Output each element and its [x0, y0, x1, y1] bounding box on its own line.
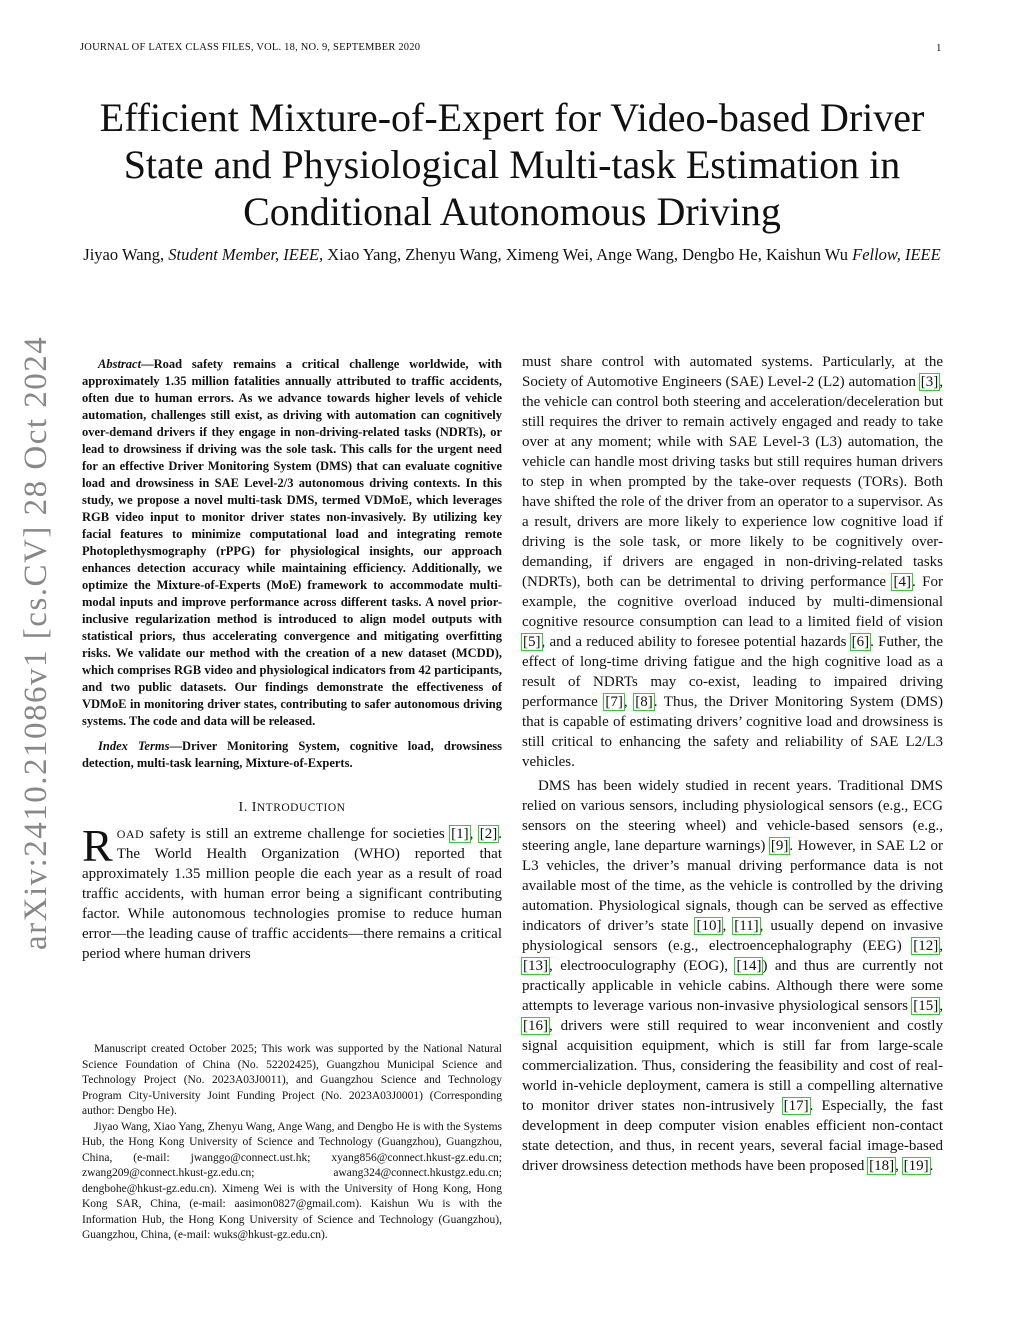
right-paragraph-1: [522, 352, 943, 772]
cite-sep: ,: [623, 694, 635, 710]
text: , the vehicle can control both steering and acceleration/deceleration but still requires the driver to remain actively engaged and ready to take over at any moment; while with SAE Level-3 (L3) automation, the vehicle can handle most driving tasks but still requires human drivers to step in when prompted by the take-over requests (TORs). Both have shifted the role of the driver from an operator to a supervisor. As a result, drivers are more likely to experience low cognitive load if driving is the sole task, or more likely to be cognitively over-demanding, if drivers are engaged in non-driving-related tasks (NDRTs), both can be detrimental to driving performance: [522, 374, 943, 590]
text: . Especially, the fast development in deep computer vision enables efficient non-contact state detection, and thus, in recent years, several facial image-based driver drowsiness detection methods have been proposed: [522, 1098, 944, 1174]
citation-link[interactable]: [10]: [696, 918, 722, 934]
intro-text-a: safety is still an extreme challenge for societies: [144, 826, 451, 842]
abstract-label: Abstract: [98, 357, 142, 371]
text: , usually depend on invasive physiological sensors (e.g., electroencephalography (EEG): [522, 918, 943, 954]
citation-link[interactable]: [2]: [479, 826, 498, 842]
index-terms: [82, 738, 502, 772]
citation-link[interactable]: [13]: [523, 958, 548, 974]
cite-sep: ,: [939, 938, 943, 954]
left-column: [82, 356, 502, 964]
text: DMS has been widely studied in recent years. Traditional DMS relied on various sensors, including physiological sensors (e.g., ECG sensors on the steering wheel) and vehicle-based sensors (e.g., steering angle, lane departure warnings): [522, 778, 943, 854]
index-terms-text: —Driver Monitoring System, cognitive load, drowsiness detection, multi-task learning, Mixture-of-Experts.: [82, 739, 502, 770]
citation-link[interactable]: [18]: [869, 1158, 895, 1174]
cite-sep: ,: [939, 998, 943, 1014]
authors-part2: Xiao Yang, Zhenyu Wang, Ximeng Wei, Ange Wang, Dengbo He, Kaishun Wu: [323, 245, 853, 264]
footnotes: [82, 1042, 502, 1244]
drop-cap: R: [82, 820, 113, 871]
citation-link[interactable]: [14]: [736, 958, 762, 974]
cite-sep: ,: [895, 1158, 903, 1174]
text: . For example, the cognitive overload induced by multi-dimensional cognitive resource consumption can lead to a limited field of vision: [522, 574, 943, 630]
page-number: 1: [936, 42, 942, 54]
running-header: JOURNAL OF LATEX CLASS FILES, VOL. 18, NO. 9, SEPTEMBER 2020: [80, 42, 421, 53]
intro-text-b: . The World Health Organization (WHO) reported that approximately 1.35 million people die each year as a result of road traffic accidents, with human error being a significant contributing factor. While autonomous technologies promise to reduce human error—the leading cause of traffic accidents—there remains a critical period where human drivers: [82, 826, 502, 962]
right-paragraph-2: [522, 776, 943, 1176]
text: .: [929, 1158, 934, 1174]
arxiv-stamp[interactable]: arXiv:2410.21086v1 [cs.CV] 28 Oct 2024: [18, 335, 54, 950]
citation-link[interactable]: [1]: [451, 826, 469, 842]
citation-link[interactable]: [17]: [783, 1098, 809, 1114]
intro-paragraph: [82, 820, 502, 964]
section-number: I. I: [238, 800, 257, 815]
right-column: [522, 352, 943, 1176]
cite-sep: ,: [722, 918, 734, 934]
author-role-2: Fellow, IEEE: [852, 245, 941, 264]
text: . Futher, the effect of long-time driving fatigue and the high cognitive load as a result of NDRTs may co-exist, leading to impaired driving performance: [522, 634, 943, 710]
cite-sep: ,: [469, 826, 479, 842]
citation-link[interactable]: [15]: [913, 998, 939, 1014]
text: . Thus, the Driver Monitoring System (DMS) that is capable of estimating drivers’ cognitive load and drowsiness is still critical to enhancing the safety and reliability of SAE L2/L3 vehicles.: [522, 694, 943, 770]
text: , electrooculography (EOG),: [549, 958, 736, 974]
citation-link[interactable]: [9]: [770, 838, 789, 854]
citation-link[interactable]: [12]: [913, 938, 939, 954]
citation-link[interactable]: [19]: [903, 1158, 929, 1174]
citation-link[interactable]: [7]: [605, 694, 623, 710]
section-heading-introduction: [82, 800, 502, 816]
text: ) and thus are currently not practically applicable in vehicle cabins. Although there were some attempts to leverage various non-invasive physiological sensors: [522, 958, 943, 1014]
index-terms-label: Index Terms: [98, 739, 170, 753]
citation-link[interactable]: [8]: [635, 694, 653, 710]
section-title: NTRODUCTION: [256, 802, 346, 814]
lead-smallcaps: OAD: [116, 827, 145, 841]
footnote-affiliations: Jiyao Wang, Xiao Yang, Zhenyu Wang, Ange Wang, and Dengbo He is with the Systems Hub, the Hong Kong University of Science and Technology (Guangzhou), Guangzhou, China, (e-mail: jwanggo@connect.ust.hk; xyang856@connect.hkust-gz.edu.cn; zwang209@connect.hkust-gz.edu.cn; awang324@connect.hkustgz.edu.cn; dengbohe@hkust-gz.edu.cn). Ximeng Wei is with the University of Hong Kong, Hong Kong SAR, China, (e-mail: aasimon0827@gmail.com). Kaishun Wu is with the Information Hub, the Hong Kong University of Science and Technology (Guangzhou), Guangzhou, China, (e-mail: wuks@hkust-gz.edu.cn).: [82, 1120, 502, 1241]
text: must share control with automated systems. Particularly, at the Society of Automotive Engineers (SAE) Level-2 (L2) automation: [522, 354, 943, 390]
author-role-1: Student Member, IEEE,: [168, 245, 324, 264]
citation-link[interactable]: [5]: [523, 634, 541, 650]
author-list: [80, 244, 944, 266]
citation-link[interactable]: [4]: [893, 574, 911, 590]
citation-link[interactable]: [16]: [523, 1018, 548, 1034]
citation-link[interactable]: [11]: [734, 918, 759, 934]
authors-part1: Jiyao Wang,: [83, 245, 169, 264]
citation-link[interactable]: [6]: [851, 634, 870, 650]
text: . However, in SAE L2 or L3 vehicles, the driver’s manual driving performance data is not available most of the time, as the vehicle is controlled by the driving automation. Physiological signals, though can be served as effective indicators of driver’s state: [522, 838, 943, 934]
abstract: [82, 356, 502, 730]
citation-link[interactable]: [3]: [920, 374, 939, 390]
text: , drivers were still required to wear inconvenient and costly signal acquisition equipment, which is still far from large-scale commercialization. Thus, considering the feasibility and cost of real-world in-vehicle deployment, camera is still a compelling alternative to monitor driver states non-intrusively: [522, 1018, 943, 1114]
abstract-text: —Road safety remains a critical challenge worldwide, with approximately 1.35 million fatalities annually attributed to traffic accidents, often due to human errors. As we advance towards higher levels of vehicle automation, challenges still exist, as driving with automation can cognitively over-demand drivers if they engage in non-driving-related tasks (NDRTs), or lead to drowsiness if driving was the sole task. This calls for the urgent need for an effective Driver Monitoring System (DMS) that can evaluate cognitive load and drowsiness in SAE Level-2/3 autonomous driving contexts. In this study, we propose a novel multi-task DMS, termed VDMoE, which leverages RGB video input to monitor driver states non-invasively. By utilizing key facial features to minimize computational load and integrating remote Photoplethysmography (rPPG) for physiological insights, our approach enhances detection accuracy while maintaining efficiency. Additionally, we optimize the Mixture-of-Experts (MoE) framework to accommodate multi-modal inputs and improve performance across different tasks. A novel prior-inclusive regularization method is introduced to align model outputs with statistical priors, thus accelerating convergence and mitigating overfitting risks. We validate our method with the creation of a new dataset (MCDD), which comprises RGB video and physiological indicators from 42 participants, and two public datasets. Our findings demonstrate the effectiveness of VDMoE in monitoring driver states, contributing to safer autonomous driving systems. The code and data will be released.: [82, 357, 502, 728]
paper-title: Efficient Mixture-of-Expert for Video-based Driver State and Physiological Multi-task Estimation in Conditional Autonomous Driving: [99, 95, 925, 234]
footnote-funding: Manuscript created October 2025; This work was supported by the National Natural Science Foundation of China (No. 52202425), Guangzhou Municipal Science and Technology Project (No. 2023A03J0011), and Guangzhou Science and Technology Program City-University Joint Funding Project (No. 2023A03J0001) (Corresponding author: Dengbo He).: [82, 1043, 502, 1117]
text: , and a reduced ability to foresee potential hazards: [541, 634, 851, 650]
